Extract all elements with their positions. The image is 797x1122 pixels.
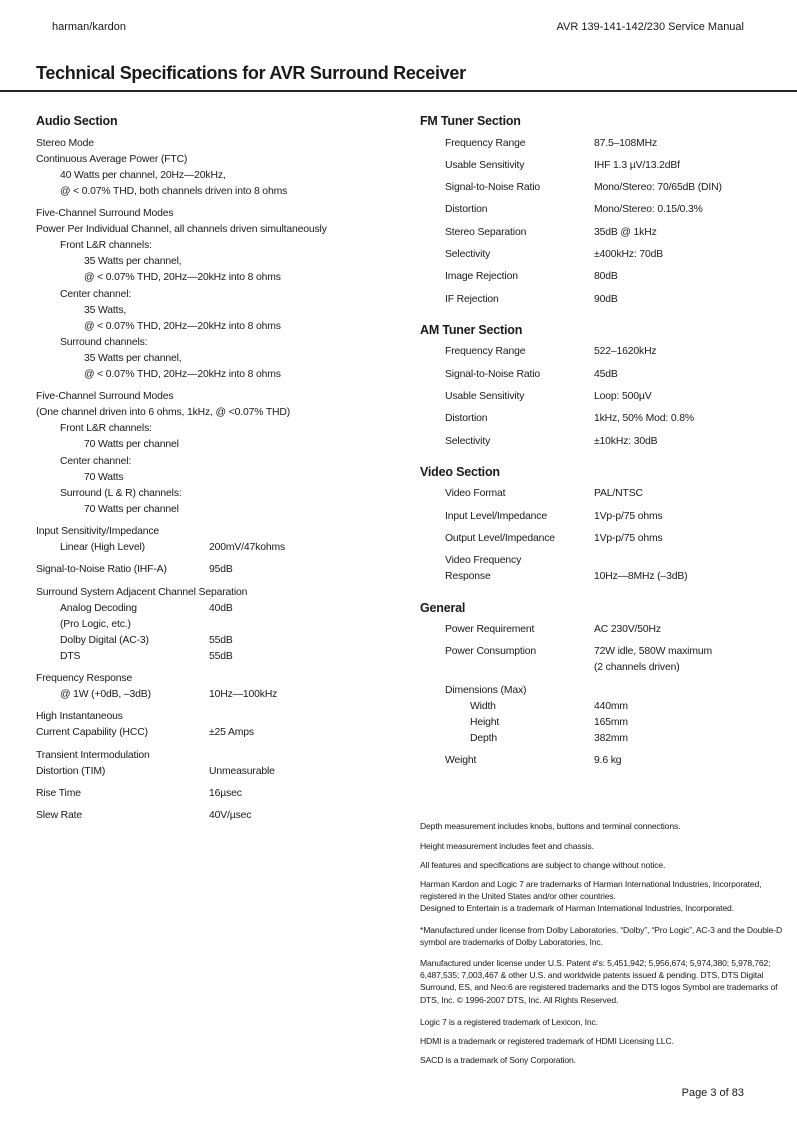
stereo-watts: 40 Watts per channel, 20Hz—20kHz,	[60, 170, 226, 181]
note-text: SACD is a trademark of Sony Corporation.	[420, 1055, 576, 1065]
fm-spec-label: Frequency Range	[445, 138, 526, 149]
video-frequency-value: 10Hz—8MHz (–3dB)	[594, 571, 688, 582]
am-spec-label: Signal-to-Noise Ratio	[445, 369, 541, 380]
surround-lr-label: Surround (L & R) channels:	[60, 488, 182, 499]
adjacent-separation-label: Surround System Adjacent Channel Separation	[36, 587, 248, 598]
video-section-heading: Video Section	[420, 465, 500, 479]
note-text: All features and specifications are subject to change without notice.	[420, 860, 666, 870]
page-number: Page 3 of 83	[681, 1087, 744, 1099]
note-depth	[420, 820, 788, 832]
tim-label: Distortion (TIM)	[36, 766, 106, 777]
fm-spec-label: Distortion	[445, 204, 488, 215]
power-requirement-label: Power Requirement	[445, 624, 535, 635]
fm-section-heading: FM Tuner Section	[420, 114, 521, 128]
fm-spec-label: Stereo Separation	[445, 227, 527, 238]
am-spec-label: Usable Sensitivity	[445, 391, 525, 402]
height-label: Height	[470, 717, 500, 728]
front-lr-label: Front L&R channels:	[60, 240, 152, 251]
weight-value: 9.6 kg	[594, 755, 622, 766]
fm-spec-value: 35dB @ 1kHz	[594, 227, 657, 238]
note-text: Manufactured under license under U.S. Patent #'s: 5,451,942; 5,956,674; 5,974,380; 5,978,762; 6,487,535; 7,003,467 & other U.S. and worldwide patents issued & pending. DTS, DTS Digital Surround, ES, and Neo:6 are registered trademarks and the DTS logos Symbol are trademarks of DTS, Inc. © 1996-2007 DTS, Inc. All Rights Reserved.	[420, 958, 778, 1005]
am-spec-value: 1kHz, 50% Mod: 0.8%	[594, 413, 694, 424]
fm-spec-label: Image Rejection	[445, 271, 518, 282]
title-divider	[0, 90, 797, 92]
center-label: Center channel:	[60, 289, 132, 300]
snr-label: Signal-to-Noise Ratio (IHF-A)	[36, 564, 167, 575]
front-thd: @ < 0.07% THD, 20Hz—20kHz into 8 ohms	[84, 272, 281, 283]
page-title: Technical Specifications for AVR Surround Receiver	[36, 63, 466, 83]
rise-time-value: 16µsec	[209, 788, 242, 799]
weight-label: Weight	[445, 755, 477, 766]
input-sensitivity-label: Input Sensitivity/Impedance	[36, 526, 160, 537]
note-dolby	[420, 924, 788, 948]
power-consumption-label: Power Consumption	[445, 646, 537, 657]
front-watts: 35 Watts per channel,	[84, 256, 182, 267]
transient-intermodulation-label: Transient Intermodulation	[36, 750, 150, 761]
continuous-power-label: Continuous Average Power (FTC)	[36, 154, 188, 165]
snr-value: 95dB	[209, 564, 233, 575]
five-channel-modes-label: Five-Channel Surround Modes	[36, 208, 174, 219]
fm-spec-value: 90dB	[594, 294, 618, 305]
note-text: *Manufactured under license from Dolby Laboratories. “Dolby”, “Pro Logic”, AC-3 and the Double-D symbol are trademarks of Dolby Laboratories, Inc.	[420, 925, 782, 948]
video-spec-value: PAL/NTSC	[594, 488, 643, 499]
video-spec-label: Video Format	[445, 488, 506, 499]
power-consumption-note: (2 channels driven)	[594, 662, 680, 673]
frequency-response-condition: @ 1W (+0dB, –3dB)	[60, 689, 151, 700]
fm-spec-value: Mono/Stereo: 70/65dB (DIN)	[594, 182, 722, 193]
center-label-2: Center channel:	[60, 456, 132, 467]
front-lr-label-2: Front L&R channels:	[60, 423, 152, 434]
linear-label: Linear (High Level)	[60, 542, 145, 553]
note-sacd	[420, 1054, 788, 1066]
width-value: 440mm	[594, 701, 628, 712]
front-watts-2: 70 Watts per channel	[84, 439, 179, 450]
header-manual-title: AVR 139-141-142/230 Service Manual	[556, 21, 744, 33]
surround-watts: 35 Watts per channel,	[84, 353, 182, 364]
am-spec-label: Distortion	[445, 413, 488, 424]
note-dts	[420, 957, 788, 1006]
stereo-mode-label: Stereo Mode	[36, 138, 94, 149]
note-text: Designed to Entertain is a trademark of Harman International Industries, Incorporated.	[420, 903, 734, 914]
fm-spec-label: Signal-to-Noise Ratio	[445, 182, 541, 193]
depth-label: Depth	[470, 733, 497, 744]
width-label: Width	[470, 701, 496, 712]
rise-time-label: Rise Time	[36, 788, 81, 799]
five-channel-modes-label-2: Five-Channel Surround Modes	[36, 391, 174, 402]
note-change	[420, 859, 788, 871]
am-spec-label: Selectivity	[445, 436, 491, 447]
note-height	[420, 840, 788, 852]
am-spec-label: Frequency Range	[445, 346, 526, 357]
fm-spec-value: 80dB	[594, 271, 618, 282]
height-value: 165mm	[594, 717, 628, 728]
surround-thd: @ < 0.07% THD, 20Hz—20kHz into 8 ohms	[84, 369, 281, 380]
frequency-response-value: 10Hz—100kHz	[209, 689, 278, 700]
video-frequency-label: Video Frequency	[445, 555, 522, 566]
high-instantaneous-label: High Instantaneous	[36, 711, 123, 722]
header-brand: harman/kardon	[52, 21, 126, 33]
note-text: Logic 7 is a registered trademark of Lexicon, Inc.	[420, 1017, 598, 1027]
fm-spec-label: Selectivity	[445, 249, 491, 260]
note-harman-trademark	[420, 878, 788, 915]
am-spec-value: Loop: 500µV	[594, 391, 652, 402]
note-text: Height measurement includes feet and chassis.	[420, 841, 594, 851]
fm-spec-value: 87.5–108MHz	[594, 138, 658, 149]
note-text: Depth measurement includes knobs, buttons and terminal connections.	[420, 821, 681, 831]
video-spec-value: 1Vp-p/75 ohms	[594, 511, 663, 522]
linear-value: 200mV/47kohms	[209, 542, 286, 553]
video-spec-label: Input Level/Impedance	[445, 511, 547, 522]
fm-spec-value: ±400kHz: 70dB	[594, 249, 664, 260]
power-consumption-value: 72W idle, 580W maximum	[594, 646, 712, 657]
audio-section-heading: Audio Section	[36, 114, 118, 128]
analog-decoding-value: 40dB	[209, 603, 233, 614]
center-watts: 35 Watts,	[84, 305, 127, 316]
note-text: HDMI is a trademark or registered trademark of HDMI Licensing LLC.	[420, 1036, 674, 1046]
pro-logic-label: (Pro Logic, etc.)	[60, 619, 131, 630]
fm-spec-value: Mono/Stereo: 0.15/0.3%	[594, 204, 703, 215]
stereo-thd: @ < 0.07% THD, both channels driven into 8 ohms	[60, 186, 288, 197]
slew-rate-label: Slew Rate	[36, 810, 83, 821]
am-spec-value: 45dB	[594, 369, 618, 380]
dimensions-label: Dimensions (Max)	[445, 685, 527, 696]
power-requirement-value: AC 230V/50Hz	[594, 624, 661, 635]
power-per-channel-label: Power Per Individual Channel, all channels driven simultaneously	[36, 224, 327, 235]
center-thd: @ < 0.07% THD, 20Hz—20kHz into 8 ohms	[84, 321, 281, 332]
tim-value: Unmeasurable	[209, 766, 275, 777]
am-section-heading: AM Tuner Section	[420, 323, 523, 337]
fm-spec-label: Usable Sensitivity	[445, 160, 525, 171]
note-logic7	[420, 1016, 788, 1028]
dolby-digital-value: 55dB	[209, 635, 233, 646]
frequency-response-label: Frequency Response	[36, 673, 133, 684]
depth-value: 382mm	[594, 733, 628, 744]
current-capability-value: ±25 Amps	[209, 727, 254, 738]
video-spec-value: 1Vp-p/75 ohms	[594, 533, 663, 544]
analog-decoding-label: Analog Decoding	[60, 603, 137, 614]
surround-watts-2: 70 Watts per channel	[84, 504, 179, 515]
note-text: Harman Kardon and Logic 7 are trademarks of Harman International Industries, Incorporated, registered in the United States and/or other countries.	[420, 879, 762, 902]
video-response-label: Response	[445, 571, 491, 582]
am-spec-value: 522–1620kHz	[594, 346, 657, 357]
slew-rate-value: 40V/µsec	[209, 810, 252, 821]
one-channel-condition: (One channel driven into 6 ohms, 1kHz, @ <0.07% THD)	[36, 407, 291, 418]
general-section-heading: General	[420, 601, 466, 615]
dolby-digital-label: Dolby Digital (AC-3)	[60, 635, 149, 646]
video-spec-label: Output Level/Impedance	[445, 533, 555, 544]
current-capability-label: Current Capability (HCC)	[36, 727, 148, 738]
fm-spec-label: IF Rejection	[445, 294, 499, 305]
surround-label: Surround channels:	[60, 337, 148, 348]
fm-spec-value: IHF 1.3 µV/13.2dBf	[594, 160, 680, 171]
am-spec-value: ±10kHz: 30dB	[594, 436, 658, 447]
dts-value: 55dB	[209, 651, 233, 662]
center-watts-2: 70 Watts	[84, 472, 124, 483]
note-hdmi	[420, 1035, 788, 1047]
dts-label: DTS	[60, 651, 81, 662]
